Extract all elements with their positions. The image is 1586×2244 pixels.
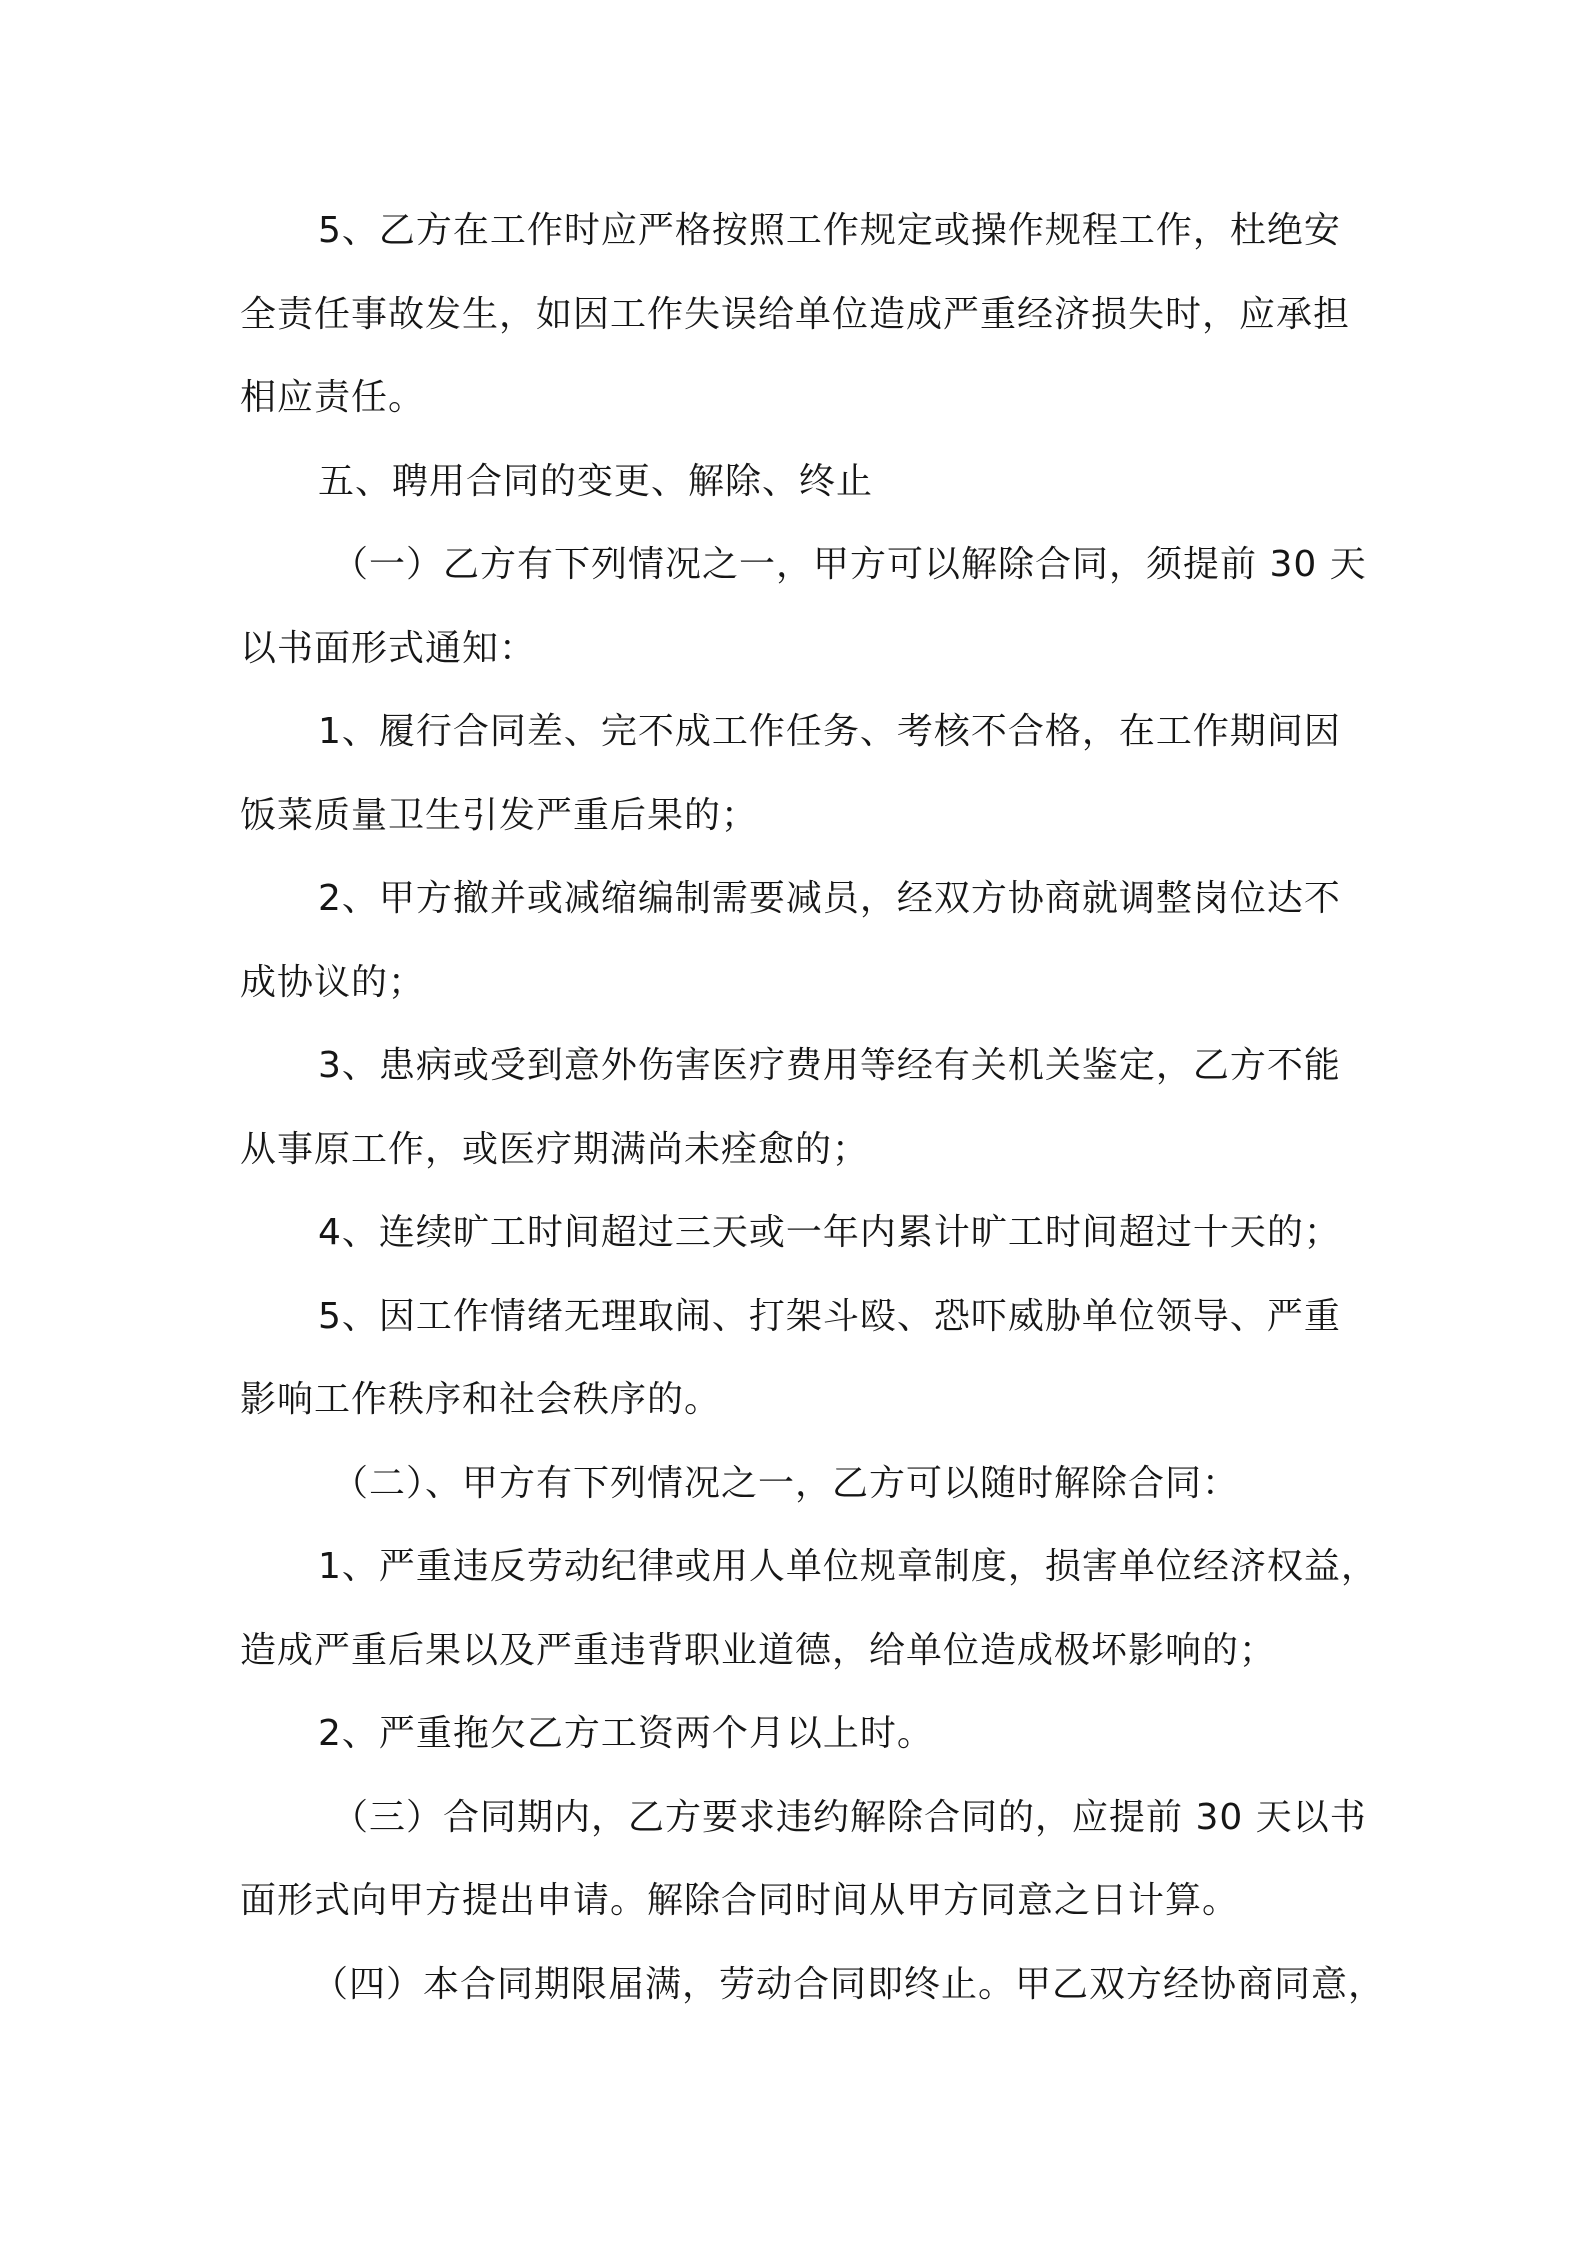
paragraph-line: （二）、甲方有下列情况之一，乙方可以随时解除合同：: [332, 1462, 1240, 1504]
paragraph-line: 造成严重后果以及严重违背职业道德，给单位造成极坏影响的；: [240, 1629, 1277, 1671]
paragraph-line: 5、乙方在工作时应严格按照工作规定或操作规程工作，杜绝安: [318, 210, 1341, 251]
paragraph-line: 成协议的；: [240, 961, 426, 1003]
paragraph-line: 2、甲方撤并或减缩编制需要减员，经双方协商就调整岗位达不: [318, 878, 1341, 919]
section-heading: 五、聘用合同的变更、解除、终止: [318, 460, 874, 502]
paragraph-line: 影响工作秩序和社会秩序的。: [240, 1379, 722, 1420]
paragraph-line: 面形式向甲方提出申请。解除合同时间从甲方同意之日计算。: [240, 1880, 1240, 1921]
paragraph-line: 从事原工作，或医疗期满尚未痊愈的；: [240, 1128, 870, 1170]
paragraph-line: 5、因工作情绪无理取闹、打架斗殴、恐吓威胁单位领导、严重: [318, 1295, 1341, 1337]
paragraph-line: 饭菜质量卫生引发严重后果的；: [240, 794, 759, 836]
paragraph-line: 3、患病或受到意外伤害医疗费用等经有关机关鉴定，乙方不能: [318, 1045, 1341, 1086]
paragraph-line: 1、严重违反劳动纪律或用人单位规章制度，损害单位经济权益，: [318, 1546, 1378, 1587]
paragraph-line: （三）合同期内，乙方要求违约解除合同的，应提前 30 天以书: [332, 1796, 1367, 1838]
paragraph-line: 全责任事故发生，如因工作失误给单位造成严重经济损失时，应承担: [240, 293, 1351, 335]
paragraph-line: 2、严重拖欠乙方工资两个月以上时。: [318, 1713, 934, 1754]
paragraph-line: 以书面形式通知：: [240, 627, 537, 669]
paragraph-line: 1、履行合同差、完不成工作任务、考核不合格，在工作期间因: [318, 711, 1341, 752]
paragraph-line: （四）本合同期限届满，劳动合同即终止。甲乙双方经协商同意，: [312, 1963, 1386, 2005]
paragraph-line: 4、连续旷工时间超过三天或一年内累计旷工时间超过十天的；: [318, 1212, 1341, 1253]
paragraph-line: 相应责任。: [240, 377, 426, 418]
paragraph-line: （一）乙方有下列情况之一，甲方可以解除合同，须提前 30 天: [332, 544, 1367, 585]
document-body: [240, 202, 1386, 2039]
